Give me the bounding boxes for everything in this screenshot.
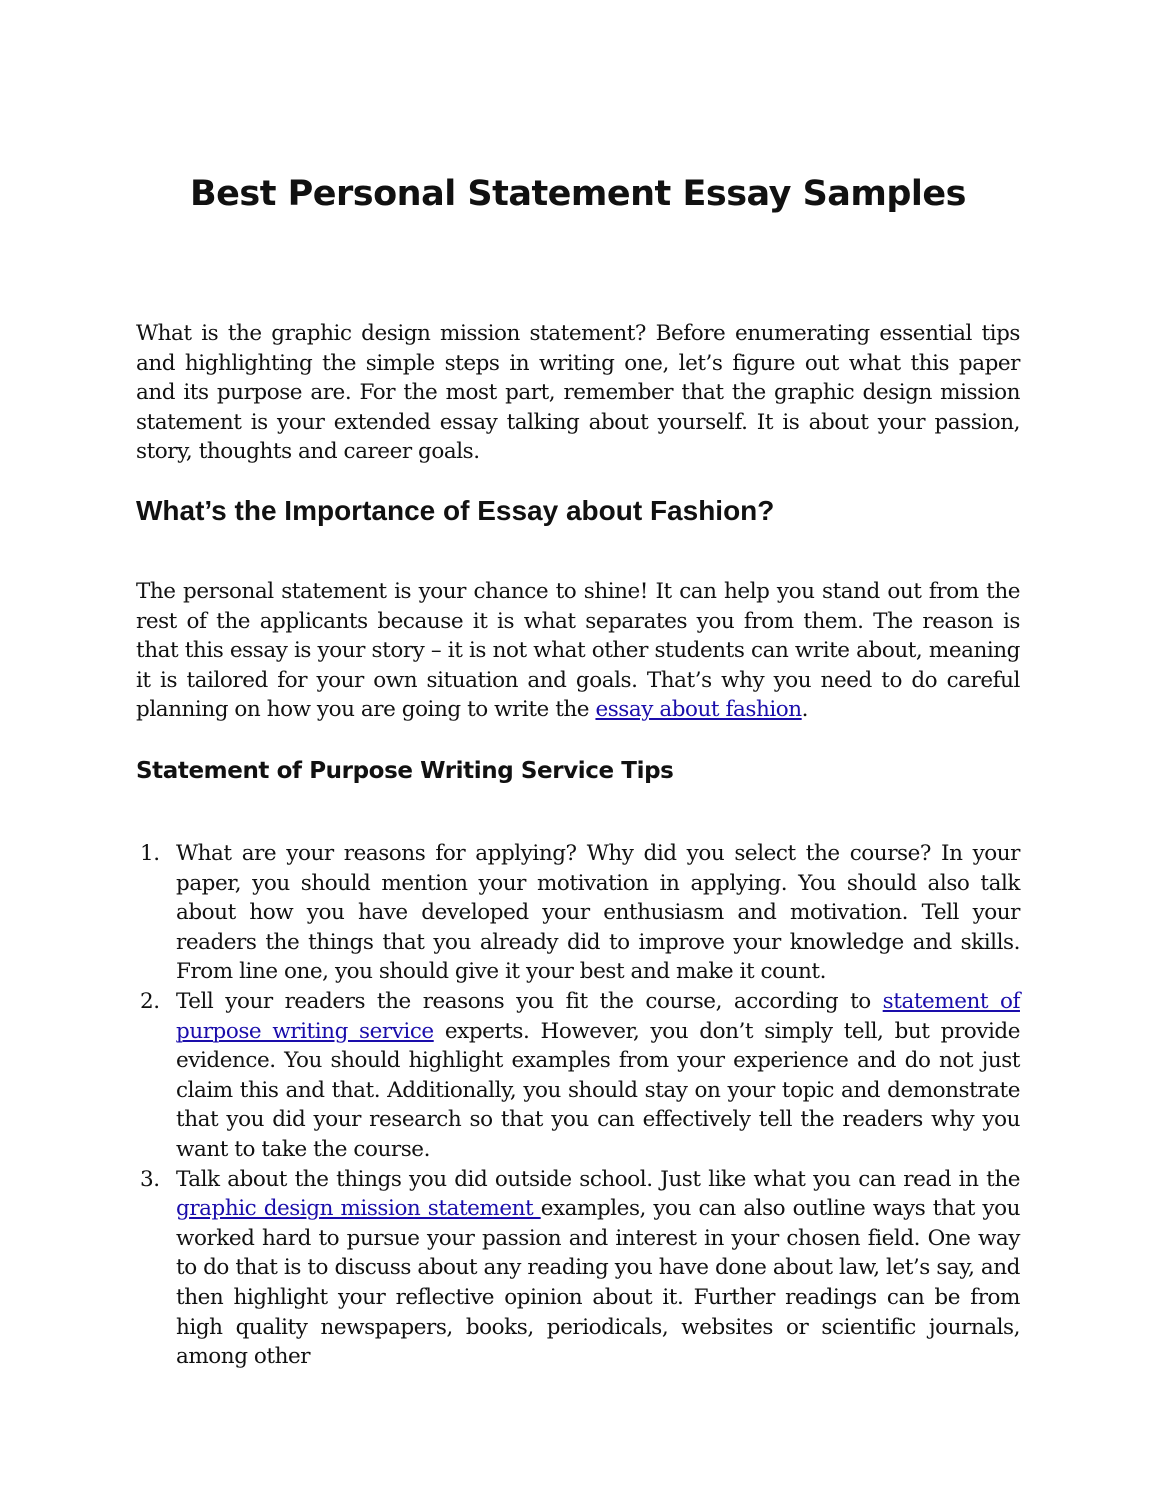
list-item xyxy=(136,839,1020,987)
list-item xyxy=(136,1165,1020,1372)
fashion-paragraph-end: . xyxy=(801,697,809,723)
list-item-number: 1. xyxy=(140,841,160,866)
tips-list xyxy=(136,839,1020,1372)
list-item-text-end: examples, you can also outline ways that you worked hard to pursue your passion and interest in your chosen field. One way to do that is to discuss about any reading you have done about law, let’s say, and then highlight your reflective opinion about it. Further readings can be from high quality newspapers, books, periodicals, websites or scientific journals, among other xyxy=(176,1196,1020,1370)
section-heading-tips: Statement of Purpose Writing Service Tips xyxy=(136,758,674,784)
fashion-paragraph xyxy=(136,577,1020,725)
list-item-number: 3. xyxy=(140,1166,160,1192)
graphic-design-mission-statement-link[interactable]: graphic design mission statement xyxy=(176,1196,541,1222)
section-heading-fashion: What’s the Importance of Essay about Fashion? xyxy=(136,495,775,526)
list-item-text-end: experts. However, you don’t simply tell, but provide evidence. You should highlight examples from your experience and do not just claim this and that. Additionally, you should stay on your topic and demonstrate that you did your research so that you can effectively tell the readers why you want to take the course. xyxy=(176,1018,1020,1162)
list-item-number: 2. xyxy=(140,988,160,1014)
statement-of-purpose-link[interactable]: statement of purpose writing service xyxy=(176,988,1020,1044)
intro-paragraph: What is the graphic design mission statement? Before enumerating essential tips and highlighting the simple steps in writing one, let’s figure out what this paper and its purpose are. For the most part, remember that the graphic design mission statement is your extended essay talking about yourself. It is about your passion, story, thoughts and career goals. xyxy=(136,321,1020,465)
list-item-text: Tell your readers the reasons you fit the course, according to xyxy=(176,988,883,1014)
list-item-text: What are your reasons for applying? Why did you select the course? In your paper, you should mention your motivation in applying. You should also talk about how you have developed your enthusiasm and motivation. Tell your readers the things that you already did to improve your knowledge and skills. From line one, you should give it your best and make it count. xyxy=(176,841,1020,985)
fashion-paragraph-text: The personal statement is your chance to shine! It can help you stand out from the rest of the applicants because it is what separates you from them. The reason is that this essay is your story – it is not what other students can write about, meaning it is tailored for your own situation and goals. That’s why you need to do careful planning on how you are going to write the xyxy=(136,579,1020,723)
essay-about-fashion-link[interactable]: essay about fashion xyxy=(595,697,802,723)
list-item xyxy=(136,987,1020,1165)
page-title: Best Personal Statement Essay Samples xyxy=(189,174,966,214)
list-item-text: Talk about the things you did outside school. Just like what you can read in the xyxy=(176,1166,1020,1192)
